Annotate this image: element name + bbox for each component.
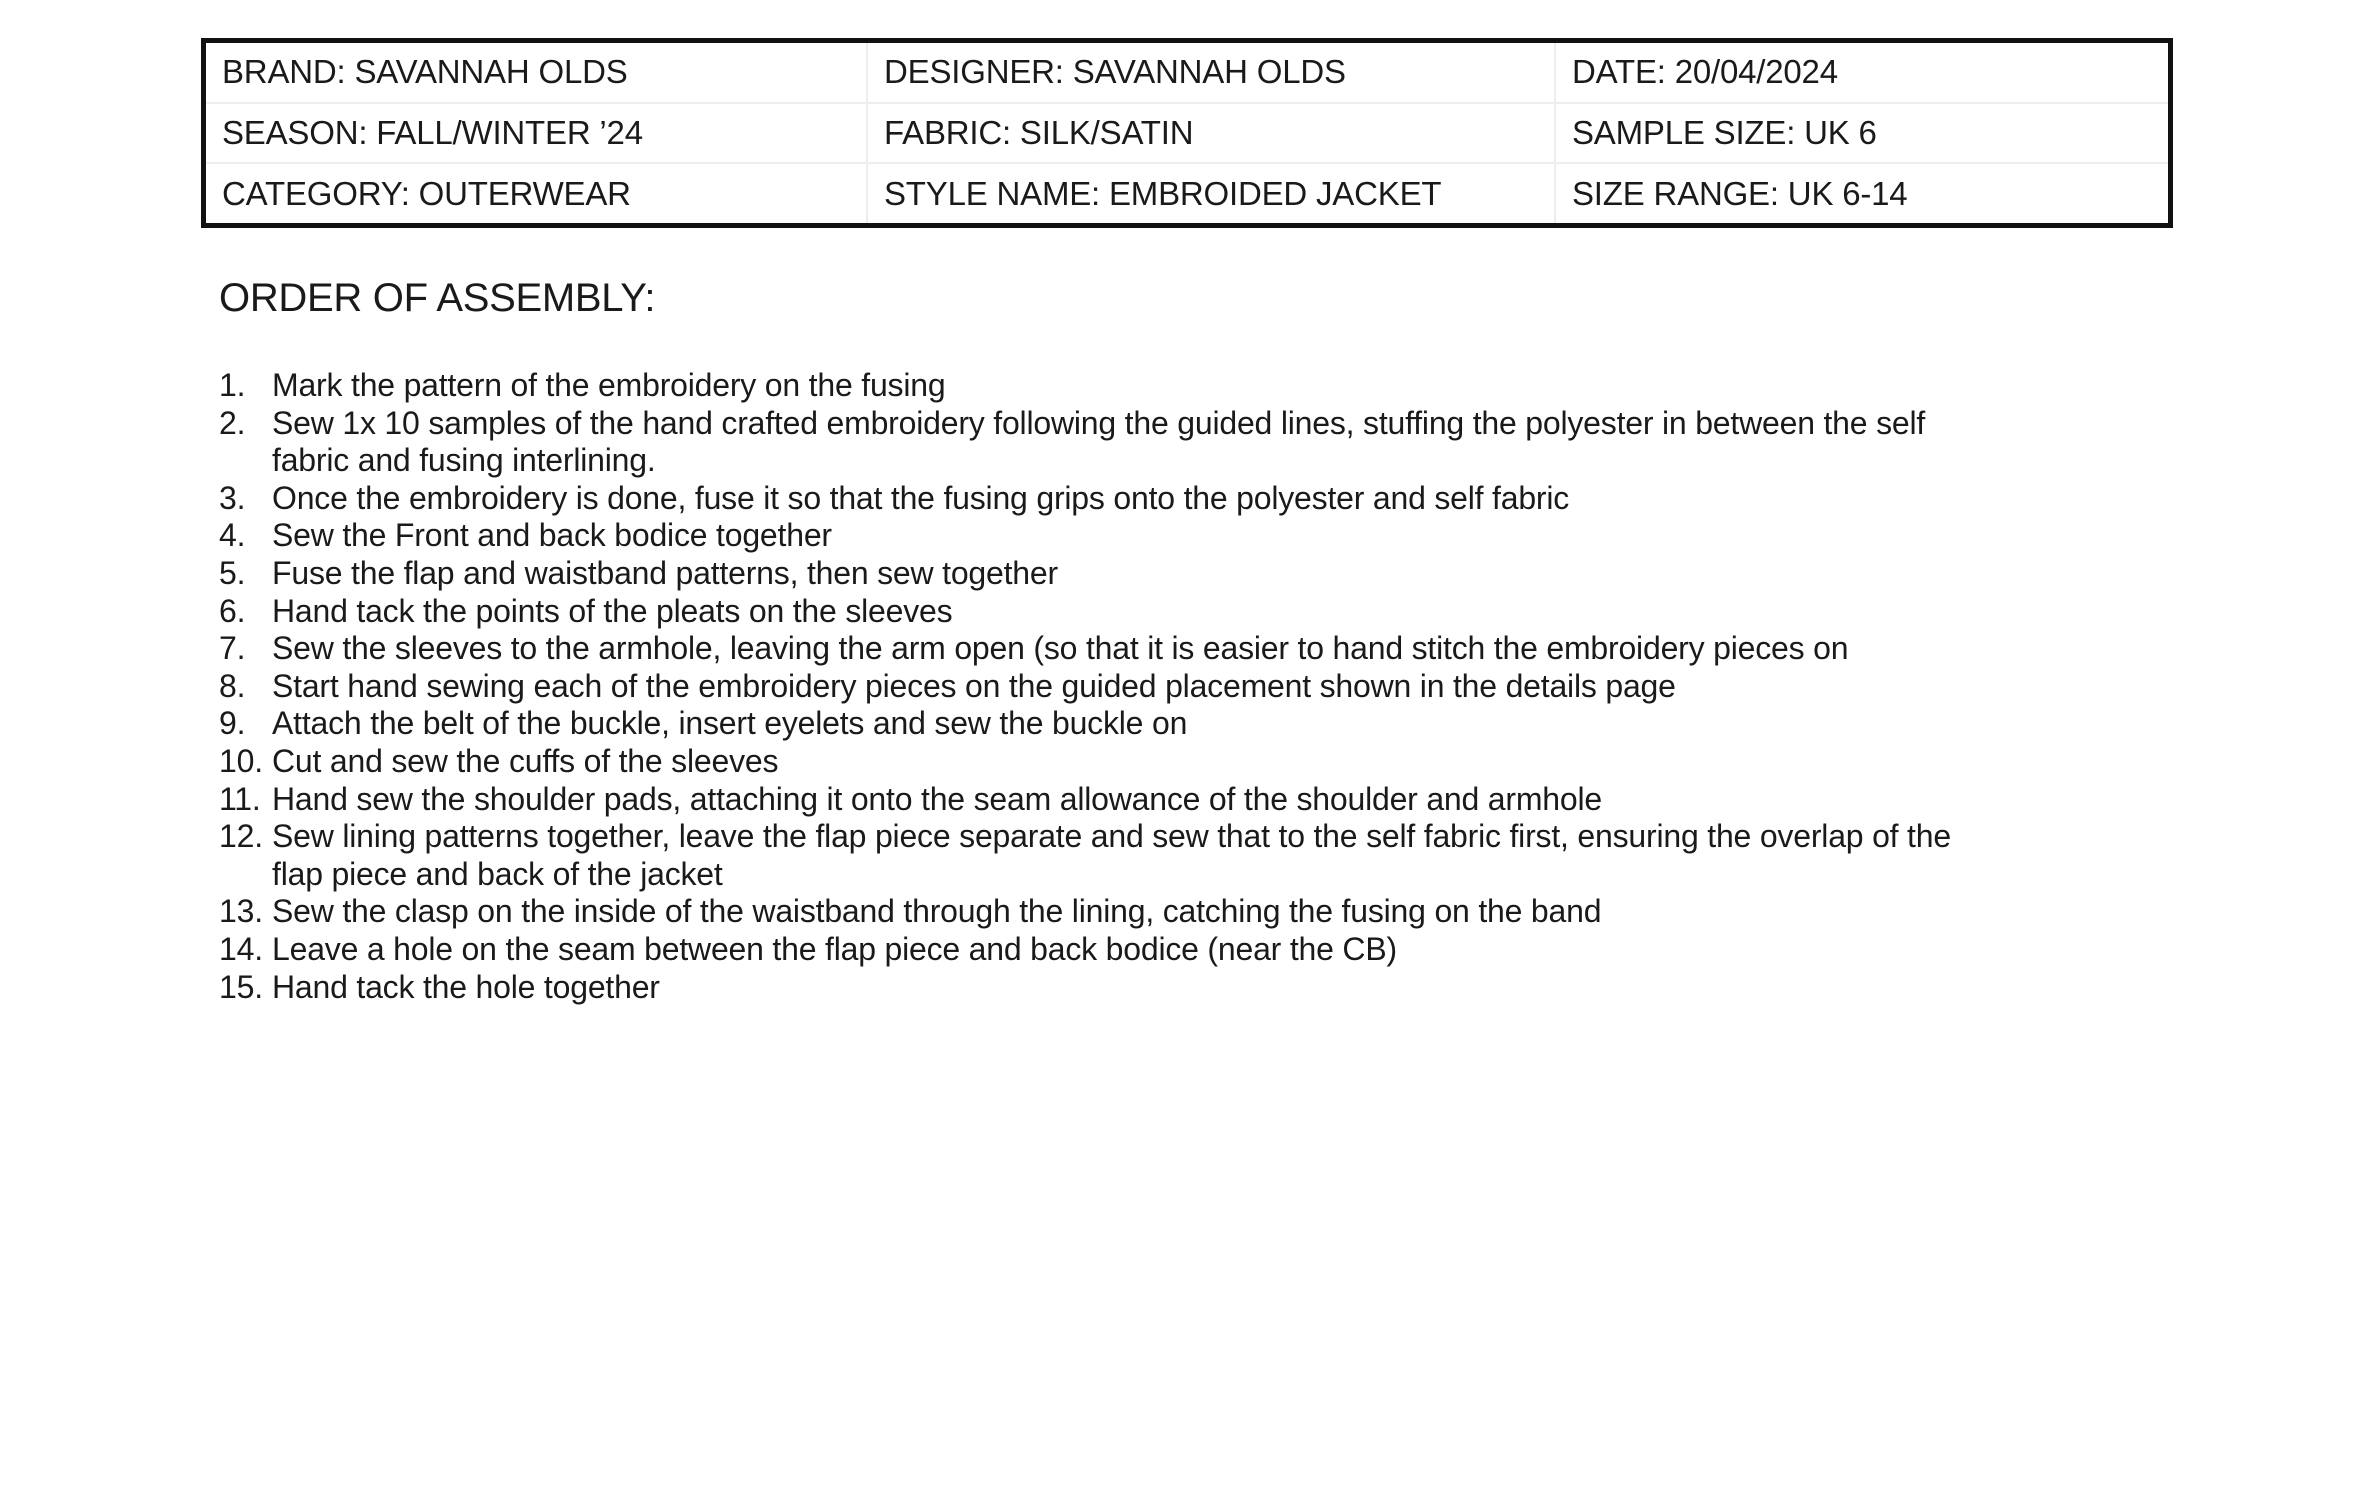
step-text: Leave a hole on the seam between the flap piece and back bodice (near the CB) xyxy=(272,930,1397,967)
step-text: Cut and sew the cuffs of the sleeves xyxy=(272,742,779,779)
spec-header-table xyxy=(201,38,2173,228)
assembly-step xyxy=(219,931,2019,969)
step-number: 8. xyxy=(219,667,246,704)
step-number: 2. xyxy=(219,404,246,441)
assembly-step xyxy=(219,517,2019,555)
step-number: 6. xyxy=(219,592,246,629)
step-text-continued: flap piece and back of the jacket xyxy=(272,855,723,892)
assembly-step xyxy=(219,893,2019,931)
assembly-step xyxy=(219,818,2019,893)
step-number: 3. xyxy=(219,479,246,516)
spec-row xyxy=(206,163,2168,223)
step-text: Sew lining patterns together, leave the flap piece separate and sew that to the self fabric first, ensuring the overlap of the xyxy=(272,818,1951,855)
brand-cell: BRAND: SAVANNAH OLDS xyxy=(206,43,867,103)
date-cell: DATE: 20/04/2024 xyxy=(1555,43,2168,103)
step-text: Hand tack the points of the pleats on the sleeves xyxy=(272,592,953,629)
spec-row xyxy=(206,43,2168,103)
step-number: 11. xyxy=(219,780,261,817)
spec-row xyxy=(206,103,2168,164)
fabric-cell: FABRIC: SILK/SATIN xyxy=(867,103,1555,164)
step-number: 15. xyxy=(219,968,263,1005)
sample-size-cell: SAMPLE SIZE: UK 6 xyxy=(1555,103,2168,164)
designer-cell: DESIGNER: SAVANNAH OLDS xyxy=(867,43,1555,103)
step-number: 10. xyxy=(219,742,263,779)
assembly-step xyxy=(219,555,2019,593)
assembly-step xyxy=(219,743,2019,781)
size-range-cell: SIZE RANGE: UK 6-14 xyxy=(1572,174,1908,212)
step-text: Sew 1x 10 samples of the hand crafted embroidery following the guided lines, stuffing the polyester in between the self xyxy=(272,404,1926,441)
assembly-step xyxy=(219,969,2019,1007)
step-text: Hand tack the hole together xyxy=(272,968,660,1005)
step-number: 13. xyxy=(219,893,263,930)
step-text: Start hand sewing each of the embroidery pieces on the guided placement shown in the details page xyxy=(272,667,1676,704)
step-number: 14. xyxy=(219,930,263,967)
assembly-step xyxy=(219,405,2019,480)
assembly-step xyxy=(219,668,2019,706)
category-cell: CATEGORY: OUTERWEAR xyxy=(206,163,867,223)
step-text: Mark the pattern of the embroidery on the fusing xyxy=(272,367,946,403)
season-cell: SEASON: FALL/WINTER ’24 xyxy=(206,103,867,164)
assembly-step xyxy=(219,781,2019,819)
step-number: 1. xyxy=(219,367,246,403)
assembly-steps-list xyxy=(219,367,2019,1006)
step-text-continued: fabric and fusing interlining. xyxy=(272,442,656,479)
assembly-step xyxy=(219,367,2019,405)
style-name-cell: STYLE NAME: EMBROIDED JACKET xyxy=(867,163,1555,223)
assembly-step xyxy=(219,593,2019,631)
spec-grid xyxy=(206,43,2168,223)
step-text: Hand sew the shoulder pads, attaching it onto the seam allowance of the shoulder and armhole xyxy=(272,780,1603,817)
step-number: 5. xyxy=(219,554,246,591)
step-text: Sew the sleeves to the armhole, leaving the arm open (so that it is easier to hand stitch the embroidery pieces on xyxy=(272,630,1849,667)
step-text: Fuse the flap and waistband patterns, then sew together xyxy=(272,554,1058,591)
step-text: Sew the clasp on the inside of the waistband through the lining, catching the fusing on the band xyxy=(272,893,1602,930)
assembly-step xyxy=(219,630,2019,668)
step-text: Once the embroidery is done, fuse it so that the fusing grips onto the polyester and self fabric xyxy=(272,479,1570,516)
step-text: Sew the Front and back bodice together xyxy=(272,517,832,554)
step-number: 4. xyxy=(219,517,246,554)
step-text: Attach the belt of the buckle, insert eyelets and sew the buckle on xyxy=(272,705,1188,742)
assembly-title: ORDER OF ASSEMBLY: xyxy=(219,276,656,320)
step-number: 9. xyxy=(219,705,246,742)
step-number: 7. xyxy=(219,630,246,667)
step-number: 12. xyxy=(219,818,263,855)
assembly-step xyxy=(219,705,2019,743)
assembly-step xyxy=(219,480,2019,518)
